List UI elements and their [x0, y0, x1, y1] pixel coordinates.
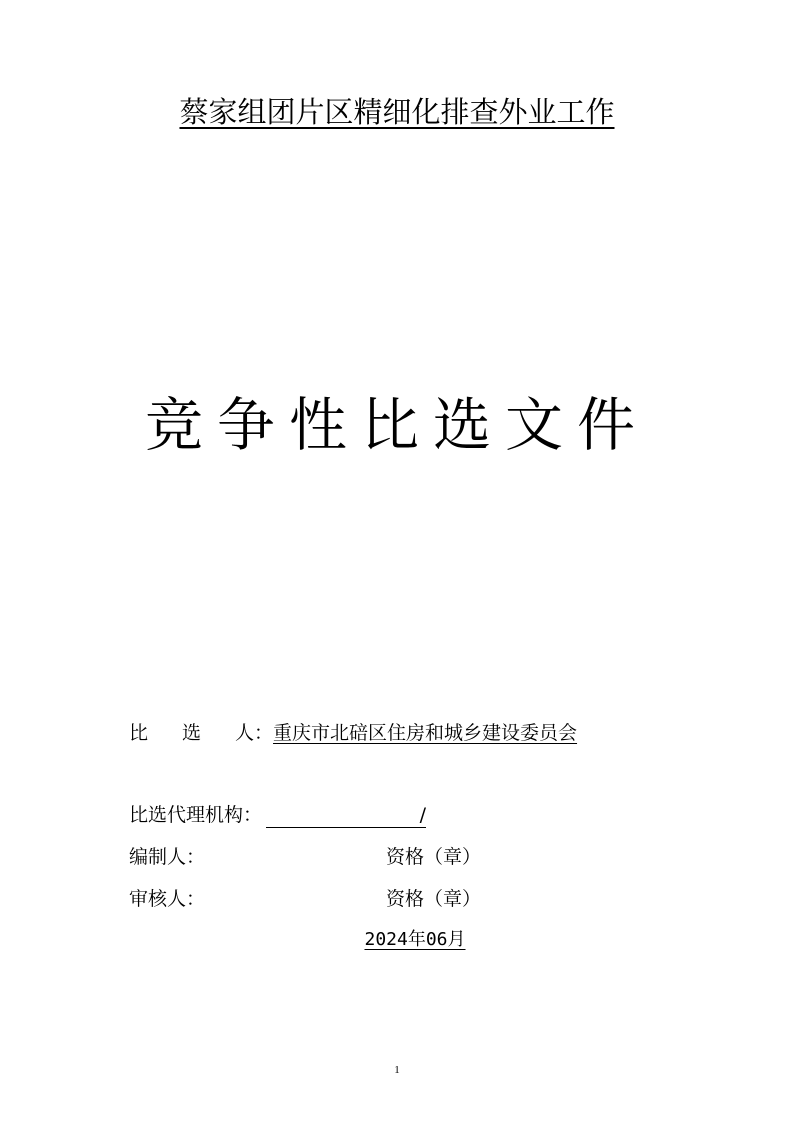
reviewer-qualification: 资格（章） — [386, 888, 482, 910]
client-label-char-1: 比 — [129, 722, 149, 744]
client-label-colon: ： — [254, 722, 274, 744]
client-value: 重庆市北碚区住房和城乡建设委员会 — [273, 722, 578, 744]
editor-qualification: 资格（章） — [386, 846, 482, 868]
page-number: 1 — [394, 1064, 400, 1076]
project-title — [0, 92, 794, 132]
editor-label: 编制人： — [129, 846, 206, 868]
document-date — [0, 926, 794, 954]
reviewer-label: 审核人： — [129, 888, 206, 910]
document-title: 竞争性比选文件 — [144, 391, 649, 459]
agency-field — [129, 800, 426, 830]
client-label — [129, 718, 273, 748]
document-date-text: 2024年06月 — [364, 929, 466, 950]
agency-value: / — [266, 803, 426, 828]
agency-label: 比选代理机构： — [129, 804, 263, 826]
client-field — [129, 718, 577, 748]
client-label-char-2: 选 — [182, 722, 202, 744]
project-title-text: 蔡家组团片区精细化排查外业工作 — [179, 95, 615, 129]
client-label-char-3: 人 — [235, 722, 255, 744]
